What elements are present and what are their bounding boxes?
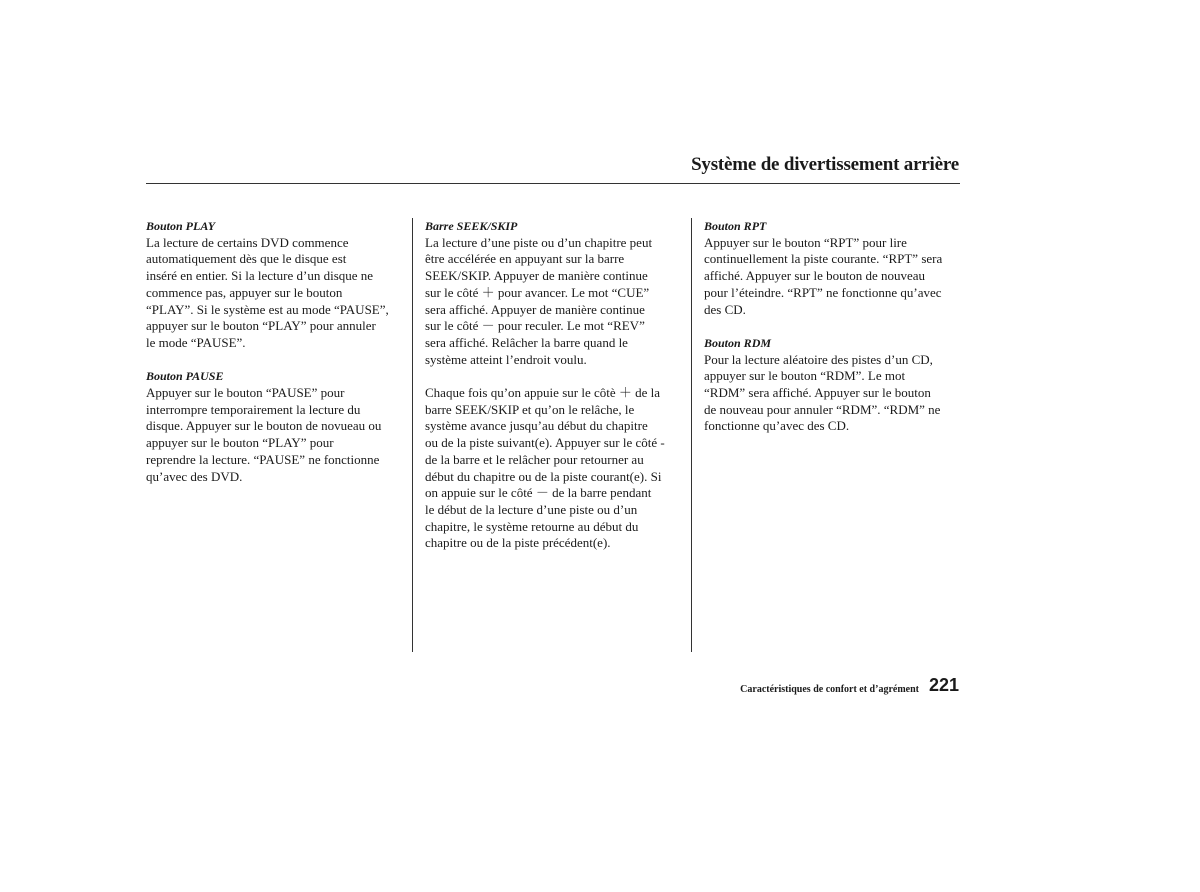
body-line: système atteint l’endroit voulu. [425, 351, 587, 367]
column-1 [146, 218, 404, 485]
body-line: sur le côté － pour reculer. Le mot “REV” [425, 318, 645, 334]
page-title: Système de divertissement arrière [691, 154, 959, 175]
body-line: de la barre et le relâcher pour retourner au [425, 451, 644, 467]
body-line: Appuyer sur le bouton “PAUSE” pour [146, 385, 345, 401]
body-line: sera affiché. Relâcher la barre quand le [425, 334, 628, 350]
body-line: qu’avec des DVD. [146, 468, 243, 484]
paragraph-spacer [704, 318, 962, 335]
body-line: appuyer sur le bouton “PLAY” pour annuler [146, 318, 376, 334]
body-line: ou de la piste suivant(e). Appuyer sur le côté - [425, 435, 665, 451]
column-divider [412, 218, 413, 652]
column-divider [691, 218, 692, 652]
heading-play-button: Bouton PLAY [146, 219, 216, 233]
page-number: 221 [928, 675, 959, 695]
body-line: “RDM” sera affiché. Appuyer sur le bouton [704, 385, 931, 401]
body-line: pour l’éteindre. “RPT” ne fonctionne qu’avec [704, 284, 942, 300]
body-line: chapitre, le système retourne au début du [425, 518, 639, 534]
title-divider [146, 183, 960, 184]
body-line: début du chapitre ou de la piste courant(e). Si [425, 468, 662, 484]
body-line: le mode “PAUSE”. [146, 334, 246, 350]
body-line: on appuie sur le côté － de la barre pendant [425, 485, 652, 501]
body-line: des CD. [704, 301, 746, 317]
footer-section-title: Caractéristiques de confort et d’agrément [740, 684, 919, 695]
body-line: de nouveau pour annuler “RDM”. “RDM” ne [704, 401, 941, 417]
paragraph-spacer [146, 352, 404, 369]
body-line: inséré en entier. Si la lecture d’un disque ne [146, 268, 374, 284]
body-line: disque. Appuyer sur le bouton de novueau ou [146, 418, 382, 434]
body-line: reprendre la lecture. “PAUSE” ne fonctionne [146, 451, 380, 467]
body-line: “PLAY”. Si le système est au mode “PAUSE”, [146, 301, 389, 317]
body-line: SEEK/SKIP. Appuyer de manière continue [425, 268, 648, 284]
body-line: automatiquement dès que le disque est [146, 251, 347, 267]
column-2 [425, 218, 683, 552]
body-line: interrompre temporairement la lecture du [146, 401, 361, 417]
body-line: fonctionne qu’avec des CD. [704, 418, 850, 434]
heading-rpt-button: Bouton RPT [704, 219, 767, 233]
body-line: appuyer sur le bouton “PLAY” pour [146, 435, 334, 451]
body-line: être accélérée en appuyant sur la barre [425, 251, 625, 267]
body-line: chapitre ou de la piste précédent(e). [425, 535, 611, 551]
body-line: La lecture d’une piste ou d’un chapitre peut [425, 234, 653, 250]
body-line: Appuyer sur le bouton “RPT” pour lire [704, 234, 907, 250]
column-3 [704, 218, 962, 435]
body-line: sur le côté ＋ pour avancer. Le mot “CUE” [425, 284, 650, 300]
body-line: appuyer sur le bouton “RDM”. Le mot [704, 368, 906, 384]
body-line: affiché. Appuyer sur le bouton de nouveau [704, 268, 926, 284]
paragraph-spacer [425, 368, 683, 385]
body-line: Pour la lecture aléatoire des pistes d’un CD, [704, 351, 933, 367]
heading-seek-skip-bar: Barre SEEK/SKIP [425, 219, 518, 233]
body-line: sera affiché. Appuyer de manière continue [425, 301, 645, 317]
body-line: continuellement la piste courante. “RPT” sera [704, 251, 943, 267]
body-line: commence pas, appuyer sur le bouton [146, 284, 343, 300]
heading-rdm-button: Bouton RDM [704, 335, 772, 350]
body-line: barre SEEK/SKIP et qu’on le relâche, le [425, 401, 635, 417]
body-line: le début de la lecture d’une piste ou d’un [425, 501, 638, 517]
heading-pause-button: Bouton PAUSE [146, 369, 224, 384]
body-line: La lecture de certains DVD commence [146, 234, 349, 250]
body-line: système avance jusqu’au début du chapitre [425, 418, 648, 434]
body-line: Chaque fois qu’on appuie sur le côtè ＋ de la [425, 385, 661, 401]
